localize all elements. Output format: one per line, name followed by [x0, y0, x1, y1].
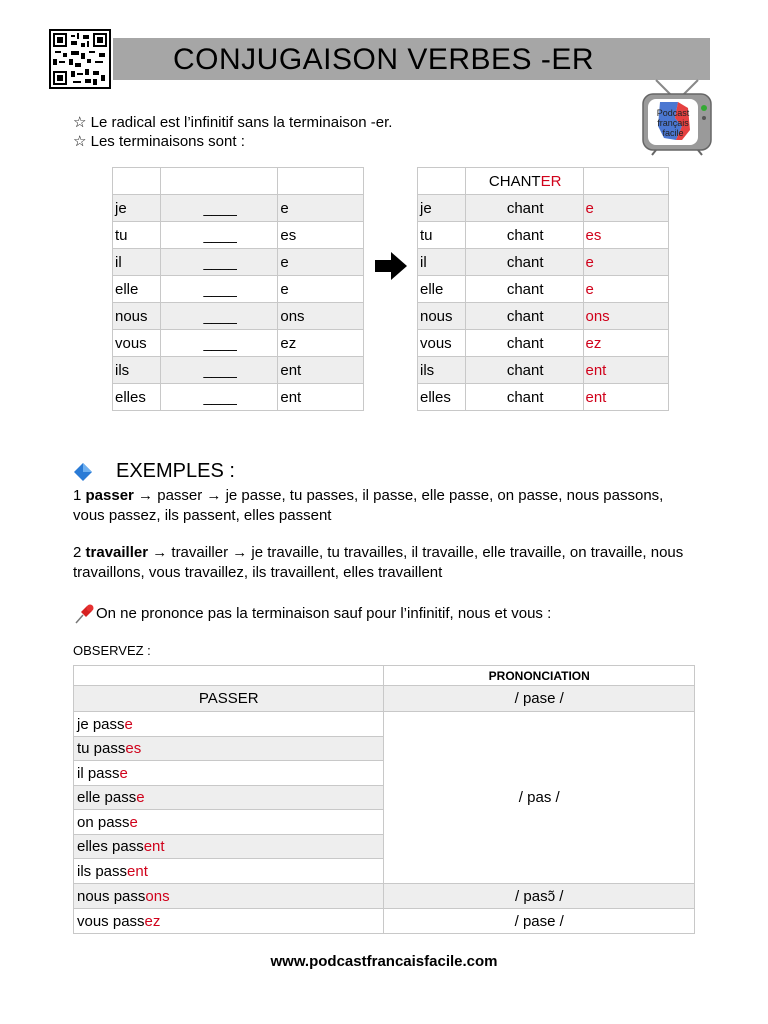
table-row: [113, 357, 364, 384]
table-cell: e: [583, 249, 669, 276]
table-row: [113, 384, 364, 411]
table-row: [418, 168, 669, 195]
logo-text-2: français: [657, 118, 689, 128]
example-1: 1 passer → passer → je passe, tu passes, il passe, elle passe, on passe, nous passons, vous passez, ils passent, elles passent: [73, 487, 664, 524]
table-cell: nous: [418, 303, 466, 330]
pushpin-icon: [73, 603, 95, 625]
table-cell: [465, 168, 583, 195]
table-row: [418, 222, 669, 249]
silent-pronunciation: / pas /: [384, 712, 695, 884]
website-link[interactable]: www.podcastfrancaisfacile.com: [270, 953, 498, 970]
table-cell: ez: [278, 330, 364, 357]
table-row: [418, 276, 669, 303]
table-cell: [74, 666, 384, 686]
table-cell: chant: [465, 384, 583, 411]
table-cell: ent: [583, 357, 669, 384]
table-cell: nous: [113, 303, 161, 330]
table-cell: e: [278, 195, 364, 222]
table-cell: ____: [160, 222, 277, 249]
table-cell: e: [583, 195, 669, 222]
table-row: [113, 249, 364, 276]
table-row: [418, 249, 669, 276]
passer-header: PASSER: [74, 686, 384, 712]
table-cell: elle: [418, 276, 466, 303]
table-cell: ils passent: [74, 859, 384, 884]
intro-line-1: ☆ Le radical est l’infinitif sans la terminaison -er.: [73, 113, 393, 131]
table-cell: ____: [160, 330, 277, 357]
table-row: [74, 666, 695, 686]
table-cell: ____: [160, 276, 277, 303]
intro-line-2: ☆ Les terminaisons sont :: [73, 132, 245, 150]
table-cell: e: [278, 276, 364, 303]
table-cell: ____: [160, 195, 277, 222]
logo-text-3: facile: [662, 128, 684, 138]
table-cell: je: [113, 195, 161, 222]
table-cell: [418, 168, 466, 195]
qr-code: [49, 29, 111, 89]
blue-diamond-icon: [73, 462, 93, 482]
table-row: [418, 330, 669, 357]
star-icon: ☆: [73, 113, 87, 131]
table-cell: [113, 168, 161, 195]
table-cell: chant: [465, 303, 583, 330]
table-row: [418, 357, 669, 384]
table-cell: tu: [113, 222, 161, 249]
table-cell: ils: [418, 357, 466, 384]
table-cell: ____: [160, 303, 277, 330]
table-cell: ____: [160, 357, 277, 384]
table-cell: [583, 168, 669, 195]
table-cell: e: [583, 276, 669, 303]
pronunciation-header: PRONONCIATION: [384, 666, 695, 686]
table-cell: es: [278, 222, 364, 249]
table-cell: [160, 168, 277, 195]
table-cell: il: [113, 249, 161, 276]
table-cell: chant: [465, 357, 583, 384]
table-row: [418, 384, 669, 411]
example-2: 2 travailler → travailler → je travaille, tu travailles, il travaille, elle travaille, on travaille, nous travaillons, vous travaillez, ils travaillent, elles travaillent: [73, 544, 684, 581]
table-cell: je: [418, 195, 466, 222]
table-row: [74, 909, 695, 934]
table-cell: ent: [278, 384, 364, 411]
table-row: [418, 195, 669, 222]
table-cell: ____: [160, 249, 277, 276]
table-cell: es: [583, 222, 669, 249]
table-cell: elles: [113, 384, 161, 411]
table-row: [113, 276, 364, 303]
table-cell: / pase /: [384, 686, 695, 712]
table-cell: elle passe: [74, 786, 384, 810]
table-cell: tu: [418, 222, 466, 249]
chanter-table: [417, 167, 669, 411]
table-row: [113, 222, 364, 249]
table-cell: / pasɔ̃ /: [384, 884, 695, 909]
table-row: [74, 884, 695, 909]
table-cell: il: [418, 249, 466, 276]
table-row: [418, 303, 669, 330]
table-cell: vous: [418, 330, 466, 357]
table-row: [113, 330, 364, 357]
table-cell: elles passent: [74, 835, 384, 859]
table-cell: ent: [583, 384, 669, 411]
table-row: [113, 195, 364, 222]
table-cell: elle: [113, 276, 161, 303]
chanter-ending: ER: [540, 172, 562, 190]
table-cell: ent: [278, 357, 364, 384]
right-arrow-icon: [373, 250, 409, 282]
table-row: [74, 686, 695, 712]
table-cell: [278, 168, 364, 195]
table-cell: chant: [465, 222, 583, 249]
table-cell: elles: [418, 384, 466, 411]
table-row: [113, 303, 364, 330]
table-cell: ons: [583, 303, 669, 330]
pronunciation-note: On ne prononce pas la terminaison sauf pour l’infinitif, nous et vous :: [96, 605, 552, 622]
example-2-verb: travailler: [85, 544, 149, 561]
table-cell: tu passes: [74, 737, 384, 761]
table-cell: vous passez: [74, 909, 384, 934]
table-cell: e: [278, 249, 364, 276]
table-cell: il passe: [74, 761, 384, 786]
table-row: [74, 712, 695, 737]
table-cell: ____: [160, 384, 277, 411]
table-cell: chant: [465, 249, 583, 276]
table-cell: ez: [583, 330, 669, 357]
table-cell: on passe: [74, 810, 384, 835]
logo-text-1: Podcast: [656, 108, 690, 118]
table-cell: vous: [113, 330, 161, 357]
table-cell: nous passons: [74, 884, 384, 909]
endings-table: [112, 167, 364, 411]
example-1-verb: passer: [85, 487, 134, 504]
table-cell: chant: [465, 276, 583, 303]
table-cell: ons: [278, 303, 364, 330]
table-cell: / pase /: [384, 909, 695, 934]
table-row: [113, 168, 364, 195]
examples-title: EXEMPLES :: [116, 460, 235, 482]
table-cell: chant: [465, 330, 583, 357]
table-cell: je passe: [74, 712, 384, 737]
observez-label: OBSERVEZ :: [73, 643, 151, 658]
pronunciation-table: [73, 665, 695, 934]
page-title: CONJUGAISON VERBES -ER: [173, 43, 595, 76]
star-icon: ☆: [73, 132, 87, 150]
table-cell: ils: [113, 357, 161, 384]
table-cell: chant: [465, 195, 583, 222]
podcast-logo: [642, 78, 714, 156]
chanter-stem: CHANT: [488, 172, 541, 190]
